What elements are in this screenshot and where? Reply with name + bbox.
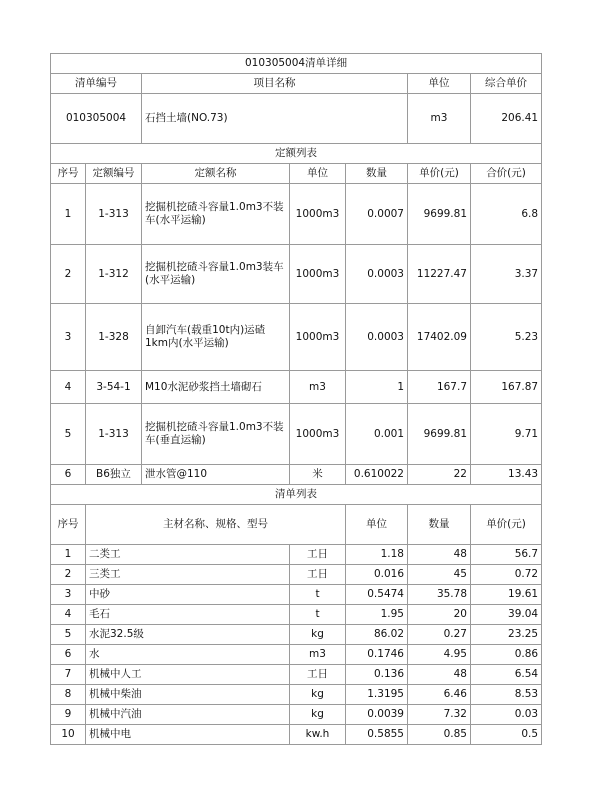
material-unit: 工日 xyxy=(290,665,346,685)
material-total: 0.5 xyxy=(471,725,542,745)
quota-name: 挖掘机挖碴斗容量1.0m3装车(水平运输) xyxy=(142,245,290,304)
material-qty: 0.0039 xyxy=(346,705,408,725)
quota-unit: 1000m3 xyxy=(290,304,346,371)
quota-header-row xyxy=(51,164,542,184)
material-name: 三类工 xyxy=(86,565,290,585)
header-price: 综合单价 xyxy=(471,74,542,94)
material-unit: t xyxy=(290,585,346,605)
quota-no: 3 xyxy=(51,304,86,371)
material-price: 20 xyxy=(408,605,471,625)
quota-qty: 0.0007 xyxy=(346,184,408,245)
material-row xyxy=(51,605,542,625)
material-unit: kg xyxy=(290,625,346,645)
quota-no: 4 xyxy=(51,371,86,404)
material-row xyxy=(51,685,542,705)
quota-code: 1-313 xyxy=(86,404,142,465)
material-header-row xyxy=(51,505,542,545)
quota-price: 9699.81 xyxy=(408,404,471,465)
material-no: 3 xyxy=(51,585,86,605)
quota-qty: 1 xyxy=(346,371,408,404)
material-name: 机械中汽油 xyxy=(86,705,290,725)
table-title: 010305004清单详细 xyxy=(51,54,542,74)
material-name: 水泥32.5级 xyxy=(86,625,290,645)
title-row xyxy=(51,54,542,74)
quota-name: 泄水管@110 xyxy=(142,465,290,485)
quota-name: 自卸汽车(载重10t内)运碴1km内(水平运输) xyxy=(142,304,290,371)
material-qty: 1.3195 xyxy=(346,685,408,705)
material-price: 48 xyxy=(408,545,471,565)
quota-total: 6.8 xyxy=(471,184,542,245)
item-price: 206.41 xyxy=(471,94,542,144)
material-section-row xyxy=(51,485,542,505)
material-price: 35.78 xyxy=(408,585,471,605)
quota-row xyxy=(51,304,542,371)
quota-no: 1 xyxy=(51,184,86,245)
bill-detail-table xyxy=(50,53,542,745)
material-unit: t xyxy=(290,605,346,625)
material-no: 6 xyxy=(51,645,86,665)
material-total: 39.04 xyxy=(471,605,542,625)
material-section-title: 清单列表 xyxy=(51,485,542,505)
material-row xyxy=(51,725,542,745)
material-price: 7.32 xyxy=(408,705,471,725)
material-total: 0.86 xyxy=(471,645,542,665)
quota-unit: m3 xyxy=(290,371,346,404)
quota-code: 1-312 xyxy=(86,245,142,304)
material-row xyxy=(51,665,542,685)
material-total: 6.54 xyxy=(471,665,542,685)
quota-code: 1-313 xyxy=(86,184,142,245)
quota-qty: 0.001 xyxy=(346,404,408,465)
quota-qty: 0.0003 xyxy=(346,245,408,304)
quota-price: 11227.47 xyxy=(408,245,471,304)
quota-total: 3.37 xyxy=(471,245,542,304)
material-no: 9 xyxy=(51,705,86,725)
item-name: 石挡土墙(NO.73) xyxy=(142,94,408,144)
quota-total: 9.71 xyxy=(471,404,542,465)
header-code: 清单编号 xyxy=(51,74,142,94)
material-col-qty: 数量 xyxy=(408,505,471,545)
material-row xyxy=(51,645,542,665)
material-qty: 0.136 xyxy=(346,665,408,685)
material-price: 4.95 xyxy=(408,645,471,665)
quota-name: 挖掘机挖碴斗容量1.0m3不装车(垂直运输) xyxy=(142,404,290,465)
quota-col-unit: 单位 xyxy=(290,164,346,184)
material-qty: 0.5474 xyxy=(346,585,408,605)
quota-row xyxy=(51,465,542,485)
material-col-name: 主材名称、规格、型号 xyxy=(86,505,346,545)
quota-row xyxy=(51,184,542,245)
item-row xyxy=(51,94,542,144)
quota-row xyxy=(51,404,542,465)
material-no: 1 xyxy=(51,545,86,565)
material-qty: 1.18 xyxy=(346,545,408,565)
material-price: 0.27 xyxy=(408,625,471,645)
material-total: 0.72 xyxy=(471,565,542,585)
material-qty: 0.1746 xyxy=(346,645,408,665)
material-total: 56.7 xyxy=(471,545,542,565)
quota-code: B6独立 xyxy=(86,465,142,485)
item-code: 010305004 xyxy=(51,94,142,144)
quota-unit: 1000m3 xyxy=(290,184,346,245)
material-no: 2 xyxy=(51,565,86,585)
material-no: 7 xyxy=(51,665,86,685)
quota-code: 1-328 xyxy=(86,304,142,371)
material-name: 水 xyxy=(86,645,290,665)
material-no: 8 xyxy=(51,685,86,705)
material-unit: m3 xyxy=(290,645,346,665)
header-name: 项目名称 xyxy=(142,74,408,94)
quota-code: 3-54-1 xyxy=(86,371,142,404)
header-row xyxy=(51,74,542,94)
quota-no: 2 xyxy=(51,245,86,304)
material-row xyxy=(51,585,542,605)
material-name: 毛石 xyxy=(86,605,290,625)
quota-unit: 1000m3 xyxy=(290,404,346,465)
material-col-price: 单价(元) xyxy=(471,505,542,545)
quota-total: 5.23 xyxy=(471,304,542,371)
material-name: 机械中电 xyxy=(86,725,290,745)
material-row xyxy=(51,565,542,585)
material-unit: kw.h xyxy=(290,725,346,745)
quota-price: 9699.81 xyxy=(408,184,471,245)
material-price: 0.85 xyxy=(408,725,471,745)
material-unit: kg xyxy=(290,705,346,725)
quota-no: 5 xyxy=(51,404,86,465)
quota-col-no: 序号 xyxy=(51,164,86,184)
quota-row xyxy=(51,371,542,404)
material-no: 4 xyxy=(51,605,86,625)
material-unit: kg xyxy=(290,685,346,705)
material-total: 23.25 xyxy=(471,625,542,645)
quota-unit: 1000m3 xyxy=(290,245,346,304)
quota-unit: 米 xyxy=(290,465,346,485)
quota-name: M10水泥砂浆挡土墙砌石 xyxy=(142,371,290,404)
quota-col-price: 单价(元) xyxy=(408,164,471,184)
material-name: 机械中人工 xyxy=(86,665,290,685)
material-row xyxy=(51,705,542,725)
material-row xyxy=(51,625,542,645)
material-no: 10 xyxy=(51,725,86,745)
header-unit: 单位 xyxy=(408,74,471,94)
quota-no: 6 xyxy=(51,465,86,485)
material-total: 19.61 xyxy=(471,585,542,605)
quota-col-name: 定额名称 xyxy=(142,164,290,184)
quota-section-row xyxy=(51,144,542,164)
material-total: 8.53 xyxy=(471,685,542,705)
quota-qty: 0.610022 xyxy=(346,465,408,485)
material-col-unit: 单位 xyxy=(346,505,408,545)
material-qty: 0.016 xyxy=(346,565,408,585)
quota-price: 17402.09 xyxy=(408,304,471,371)
quota-col-total: 合价(元) xyxy=(471,164,542,184)
material-row xyxy=(51,545,542,565)
material-col-no: 序号 xyxy=(51,505,86,545)
material-unit: 工日 xyxy=(290,545,346,565)
material-qty: 86.02 xyxy=(346,625,408,645)
material-price: 6.46 xyxy=(408,685,471,705)
quota-row xyxy=(51,245,542,304)
quota-qty: 0.0003 xyxy=(346,304,408,371)
material-qty: 0.5855 xyxy=(346,725,408,745)
quota-price: 167.7 xyxy=(408,371,471,404)
material-price: 45 xyxy=(408,565,471,585)
material-name: 中砂 xyxy=(86,585,290,605)
quota-name: 挖掘机挖碴斗容量1.0m3不装车(水平运输) xyxy=(142,184,290,245)
material-price: 48 xyxy=(408,665,471,685)
quota-col-qty: 数量 xyxy=(346,164,408,184)
quota-col-code: 定额编号 xyxy=(86,164,142,184)
quota-total: 13.43 xyxy=(471,465,542,485)
quota-total: 167.87 xyxy=(471,371,542,404)
material-qty: 1.95 xyxy=(346,605,408,625)
quota-section-title: 定额列表 xyxy=(51,144,542,164)
material-name: 机械中柴油 xyxy=(86,685,290,705)
material-name: 二类工 xyxy=(86,545,290,565)
material-unit: 工日 xyxy=(290,565,346,585)
quota-price: 22 xyxy=(408,465,471,485)
material-no: 5 xyxy=(51,625,86,645)
item-unit: m3 xyxy=(408,94,471,144)
material-total: 0.03 xyxy=(471,705,542,725)
